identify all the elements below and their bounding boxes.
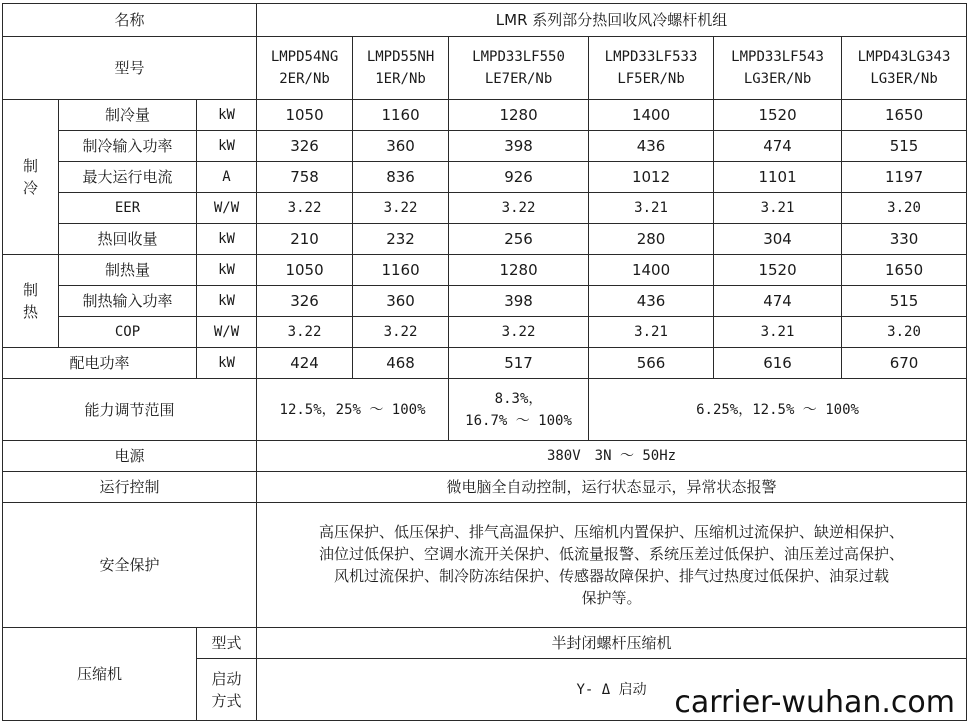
- table-row: [3, 317, 967, 348]
- capacity-label: 能力调节范围: [3, 379, 257, 441]
- value-cell: 474: [714, 286, 842, 317]
- value-cell: 304: [714, 224, 842, 255]
- model-label: 型号: [3, 37, 257, 100]
- row-unit: kW: [197, 255, 257, 286]
- value-cell: 326: [257, 131, 353, 162]
- title-row: [3, 4, 967, 37]
- row-label: 配电功率: [3, 348, 197, 379]
- cooling-group-label: 制 冷: [3, 100, 59, 255]
- value-cell: 210: [257, 224, 353, 255]
- heating-group-label: 制 热: [3, 255, 59, 348]
- control-value: 微电脑全自动控制，运行状态显示，异常状态报警: [257, 472, 967, 503]
- value-cell: 1160: [353, 100, 449, 131]
- value-cell: 1400: [589, 255, 714, 286]
- compressor-type-value: 半封闭螺杆压缩机: [257, 628, 967, 659]
- table-row: [3, 379, 967, 441]
- value-cell: 517: [449, 348, 589, 379]
- model-cell: LMPD54NG 2ER/Nb: [257, 37, 353, 100]
- value-cell: 3.21: [714, 193, 842, 224]
- table-row: [3, 472, 967, 503]
- value-cell: 1650: [842, 100, 967, 131]
- value-cell: 1650: [842, 255, 967, 286]
- title-value: LMR 系列部分热回收风冷螺杆机组: [257, 4, 967, 37]
- value-cell: 474: [714, 131, 842, 162]
- model-cell: LMPD43LG343 LG3ER/Nb: [842, 37, 967, 100]
- table-row: [3, 503, 967, 628]
- compressor-type-label: 型式: [197, 628, 257, 659]
- model-cell: LMPD55NH 1ER/Nb: [353, 37, 449, 100]
- row-unit: kW: [197, 286, 257, 317]
- row-unit: kW: [197, 224, 257, 255]
- safety-label: 安全保护: [3, 503, 257, 628]
- value-cell: 1400: [589, 100, 714, 131]
- value-cell: 1050: [257, 255, 353, 286]
- value-cell: 3.20: [842, 317, 967, 348]
- control-label: 运行控制: [3, 472, 257, 503]
- value-cell: 3.22: [257, 193, 353, 224]
- table-row: [3, 348, 967, 379]
- value-cell: 3.22: [449, 193, 589, 224]
- row-unit: A: [197, 162, 257, 193]
- capacity-value: 6.25%，12.5% ～ 100%: [589, 379, 967, 441]
- row-unit: kW: [197, 348, 257, 379]
- value-cell: 515: [842, 131, 967, 162]
- value-cell: 424: [257, 348, 353, 379]
- value-cell: 926: [449, 162, 589, 193]
- power-supply-label: 电源: [3, 441, 257, 472]
- value-cell: 616: [714, 348, 842, 379]
- value-cell: 3.20: [842, 193, 967, 224]
- row-label: 热回收量: [59, 224, 197, 255]
- value-cell: 1197: [842, 162, 967, 193]
- row-label: 制热量: [59, 255, 197, 286]
- row-unit: W/W: [197, 193, 257, 224]
- value-cell: 398: [449, 286, 589, 317]
- value-cell: 670: [842, 348, 967, 379]
- value-cell: 3.21: [714, 317, 842, 348]
- compressor-start-label: 启动 方式: [197, 659, 257, 721]
- value-cell: 1050: [257, 100, 353, 131]
- row-label: 制冷量: [59, 100, 197, 131]
- table-row: [3, 131, 967, 162]
- value-cell: 836: [353, 162, 449, 193]
- value-cell: 232: [353, 224, 449, 255]
- value-cell: 330: [842, 224, 967, 255]
- compressor-start-value: Y- Δ 启动: [257, 659, 967, 721]
- table-row: [3, 162, 967, 193]
- row-unit: kW: [197, 131, 257, 162]
- value-cell: 3.22: [353, 193, 449, 224]
- value-cell: 1520: [714, 100, 842, 131]
- value-cell: 1101: [714, 162, 842, 193]
- model-cell: LMPD33LF533 LF5ER/Nb: [589, 37, 714, 100]
- capacity-value: 12.5%，25% ～ 100%: [257, 379, 449, 441]
- value-cell: 256: [449, 224, 589, 255]
- row-label: 制冷输入功率: [59, 131, 197, 162]
- title-label: 名称: [3, 4, 257, 37]
- value-cell: 398: [449, 131, 589, 162]
- spec-table: [2, 3, 967, 721]
- value-cell: 3.21: [589, 193, 714, 224]
- value-cell: 515: [842, 286, 967, 317]
- compressor-label: 压缩机: [3, 628, 197, 721]
- row-label: EER: [59, 193, 197, 224]
- model-cell: LMPD33LF543 LG3ER/Nb: [714, 37, 842, 100]
- table-row: [3, 255, 967, 286]
- value-cell: 3.21: [589, 317, 714, 348]
- model-row: [3, 37, 967, 100]
- value-cell: 360: [353, 131, 449, 162]
- table-row: [3, 286, 967, 317]
- capacity-value: 8.3%， 16.7% ～ 100%: [449, 379, 589, 441]
- value-cell: 326: [257, 286, 353, 317]
- row-label: 最大运行电流: [59, 162, 197, 193]
- value-cell: 360: [353, 286, 449, 317]
- table-row: [3, 441, 967, 472]
- value-cell: 3.22: [257, 317, 353, 348]
- value-cell: 436: [589, 286, 714, 317]
- value-cell: 758: [257, 162, 353, 193]
- value-cell: 1520: [714, 255, 842, 286]
- power-supply-value: 380V 3N ～ 50Hz: [257, 441, 967, 472]
- value-cell: 1280: [449, 255, 589, 286]
- value-cell: 3.22: [449, 317, 589, 348]
- value-cell: 280: [589, 224, 714, 255]
- value-cell: 436: [589, 131, 714, 162]
- row-unit: kW: [197, 100, 257, 131]
- row-unit: W/W: [197, 317, 257, 348]
- safety-value: 高压保护、低压保护、排气高温保护、压缩机内置保护、压缩机过流保护、缺逆相保护、 油位过低保护、空调水流开关保护、低流量报警、系统压差过低保护、油压差过高保护、 风机过流保护、制冷防冻结保护、传感器故障保护、排气过热度过低保护、油泵过载 保护等。: [257, 503, 967, 628]
- value-cell: 3.22: [353, 317, 449, 348]
- row-label: COP: [59, 317, 197, 348]
- row-label: 制热输入功率: [59, 286, 197, 317]
- model-cell: LMPD33LF550 LE7ER/Nb: [449, 37, 589, 100]
- value-cell: 1012: [589, 162, 714, 193]
- table-row: [3, 193, 967, 224]
- value-cell: 1160: [353, 255, 449, 286]
- value-cell: 566: [589, 348, 714, 379]
- value-cell: 468: [353, 348, 449, 379]
- watermark: carrier-wuhan.com: [670, 685, 959, 720]
- value-cell: 1280: [449, 100, 589, 131]
- table-row: [3, 628, 967, 659]
- table-row: [3, 100, 967, 131]
- table-row: [3, 224, 967, 255]
